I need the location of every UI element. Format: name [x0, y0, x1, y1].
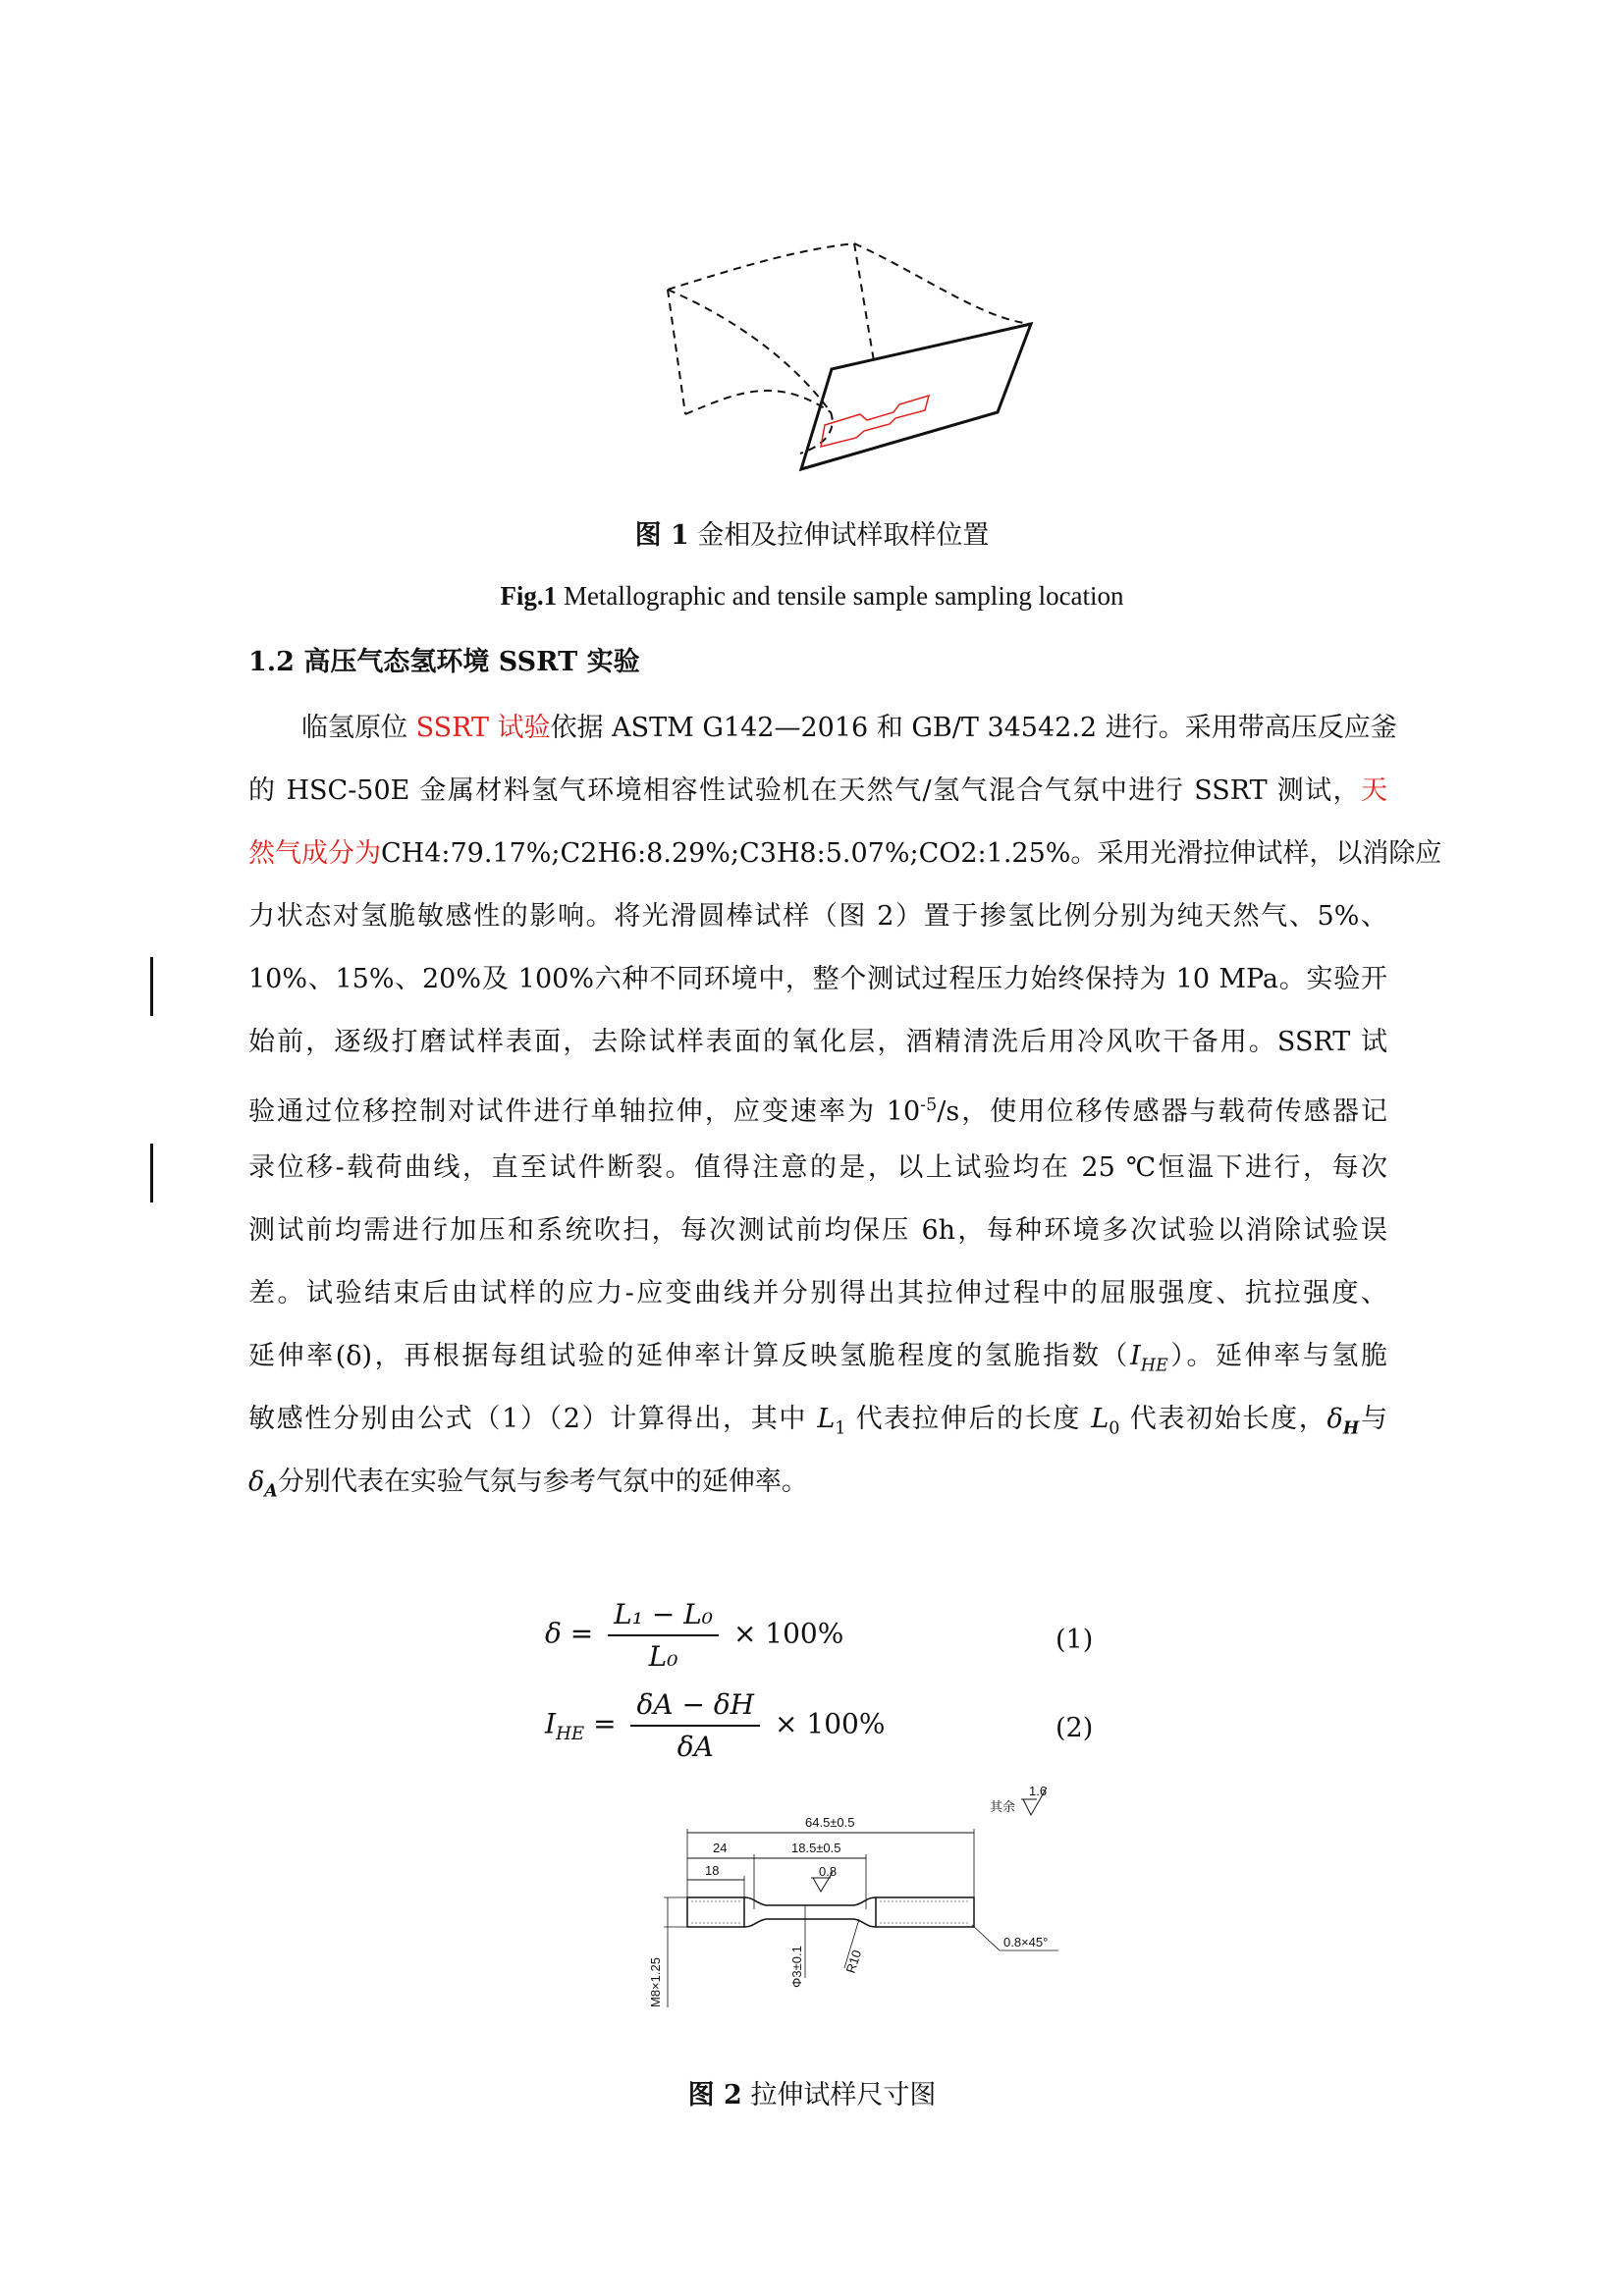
figure-1-diagram — [628, 226, 1060, 481]
paragraph-line: 力状态对氢脆敏感性的影响。将光滑圆棒试样（图 2）置于掺氢比例分别为纯天然气、5%、 — [248, 901, 1387, 932]
paragraph-line: $\delta_A$分别代表在实验气氛与参考气氛中的延伸率。 — [248, 1467, 808, 1502]
paragraph-line: 的 HSC-50E 金属材料氢气环境相容性试验机在天然气/氢气混合气氛中进行 SSRT 测试，天 — [248, 775, 1387, 806]
highlight-tian: 天 — [1361, 775, 1387, 806]
figure-1-text-cn: 金相及拉伸试样取样位置 — [697, 520, 990, 551]
pipe-left-edge — [668, 290, 685, 414]
paragraph-line: 始前，逐级打磨试样表面，去除试样表面的氧化层，酒精清洗后用冷风吹干备用。SSRT 试 — [248, 1027, 1387, 1057]
dim-other-value: 1.6 — [1029, 1784, 1048, 1798]
paragraph-line: 然气成分为CH4:79.17%;C2H6:8.29%;C3H8:5.07%;CO2:1.25%。采用光滑拉伸试样，以消除应 — [248, 838, 1442, 869]
paragraph-line: 临氢原位 SSRT 试验依据 ASTM G142—2016 和 GB/T 34542.2 进行。采用带高压反应釜 — [301, 713, 1397, 743]
specimen-outline — [687, 1897, 974, 1927]
paragraph-line: 敏感性分别由公式（1）（2）计算得出，其中 $L_1$ 代表拉伸后的长度 $L_0$ 代表初始长度，$\delta_H$与 — [248, 1404, 1387, 1439]
dim-chamfer: 0.8×45° — [1003, 1935, 1049, 1949]
figure-2-caption — [0, 2073, 1624, 2111]
equation-1: δ = $\frac{\text{L₁ − L₀}}{\text{L₀}}$ × 100% — [545, 1598, 844, 1673]
revision-bar-2 — [150, 1144, 153, 1202]
figure-2-drawing — [609, 1782, 1100, 2017]
figure-1-label-en: Fig.1 — [500, 581, 558, 611]
dim-total-length: 64.5±0.5 — [805, 1815, 855, 1830]
dim-18: 18 — [705, 1863, 720, 1878]
paragraph-line: 差。试验结束后由试样的应力-应变曲线并分别得出其拉伸过程中的屈服强度、抗拉强度、 — [248, 1278, 1387, 1308]
paragraph-line: 10%、15%、20%及 100%六种不同环境中，整个测试过程压力始终保持为 10 MPa。实验开 — [248, 964, 1387, 994]
body-paragraph — [248, 697, 1442, 1514]
paragraph-line: 测试前均需进行加压和系统吹扫，每次测试前均保压 6h，每种环境多次试验以消除试验误 — [248, 1215, 1387, 1246]
figure-1-text-en: Metallographic and tensile sample sampling location — [563, 581, 1124, 611]
dim-other-label: 其余 — [990, 1799, 1016, 1814]
equation-1-number: (1) — [1056, 1625, 1094, 1655]
paragraph-line: 验通过位移控制对试件进行单轴拉伸，应变速率为 $10^{-5}/s$，使用位移传感器与载荷传感器记 — [248, 1095, 1387, 1127]
dim-24: 24 — [713, 1841, 728, 1855]
figure-1-caption-cn — [0, 513, 1624, 552]
figure-2-text: 拉伸试样尺寸图 — [750, 2080, 937, 2110]
pipe-middle-edge — [854, 243, 874, 361]
pipe-outer-arc — [668, 243, 854, 290]
pipe-bottom-arc — [685, 391, 831, 414]
section-heading: 1.2 高压气态氢环境 SSRT 实验 — [248, 647, 640, 677]
paragraph-line: 录位移-载荷曲线，直至试件断裂。值得注意的是，以上试验均在 25 ℃恒温下进行，每次 — [248, 1152, 1387, 1183]
equation-2: $I_{HE}$ = $\frac{\delta A - \delta H}{\delta A}$ × 100% — [545, 1688, 886, 1763]
dim-radius: R10 — [842, 1948, 865, 1975]
figure-2-label: 图 2 — [687, 2080, 742, 2110]
sample-cut-face — [801, 324, 1031, 469]
dim-diameter: Φ3±0.1 — [789, 1946, 804, 1988]
dim-center-roughness: 0.8 — [819, 1864, 838, 1879]
figure-1-caption-en — [0, 581, 1624, 612]
paragraph-line: 延伸率(δ)，再根据每组试验的延伸率计算反映氢脆程度的氢脆指数$(I_{HE})$。延伸率与氢脆 — [248, 1341, 1387, 1376]
pipe-left-arc — [668, 290, 831, 412]
revision-bar-1 — [150, 957, 153, 1016]
figure-1-label-cn: 图 1 — [634, 520, 689, 551]
highlight-gas-composition: 然气成分为 — [248, 838, 381, 869]
dim-gauge-length: 18.5±0.5 — [791, 1841, 841, 1855]
dim-thread: M8×1.25 — [648, 1957, 663, 2007]
tensile-sample-outline — [821, 396, 929, 447]
pipe-top-arc — [854, 243, 1031, 324]
equation-2-number: (2) — [1056, 1713, 1094, 1743]
highlight-ssrt: SSRT 试验 — [415, 713, 551, 743]
